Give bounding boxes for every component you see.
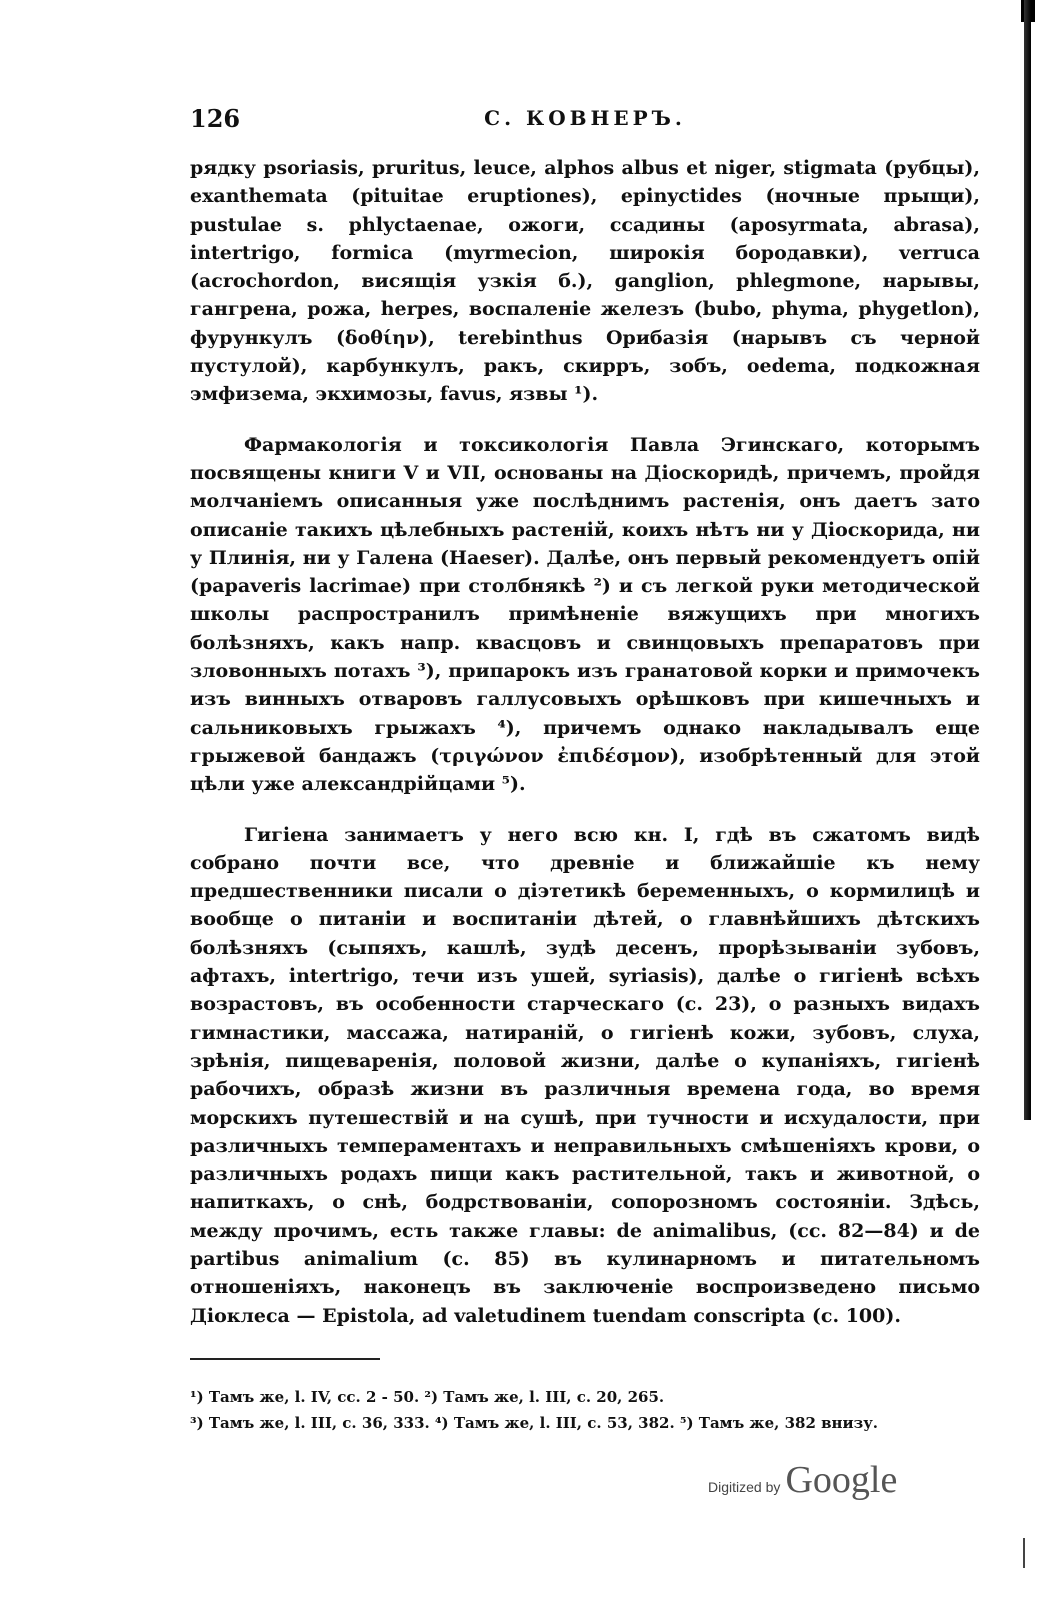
body-text xyxy=(190,154,980,1330)
google-logo: Google xyxy=(785,1459,898,1501)
digitized-watermark xyxy=(708,1458,897,1508)
running-title: С. КОВНЕРЪ. xyxy=(484,106,686,130)
footnote-rule xyxy=(190,1358,380,1360)
page-number: 126 xyxy=(190,104,241,133)
footnotes xyxy=(190,1384,980,1436)
footnote-line-1: ¹) Тамъ же, l. IV, сс. 2 - 50. ²) Тамъ же, l. III, с. 20, 265. xyxy=(190,1388,665,1406)
page-header xyxy=(190,104,980,138)
footnote-line-2: ³) Тамъ же, l. III, с. 36, 333. ⁴) Тамъ же, l. III, с. 53, 382. ⁵) Тамъ же, 382 внизу. xyxy=(190,1414,879,1432)
page-edge-mark xyxy=(1023,1538,1025,1568)
paragraph-1: рядку psoriasis, pruritus, leuce, alphos albus et niger, stigmata (рубцы), exanthemata (pituitae eruptiones), epinyctides (ночные прыщи), pustulae s. phlyctaenae, ожоги, ссадины (aposyrmata, abrasa), intertrigo, formica (myrmecion, широкія бородавки), verruca (acrochordon, висящія узкія б.), ganglion, phlegmone, нарывы, гангрена, рожа, herpes, воспаленіе железъ (bubo, phyma, phygetlon), фурункулъ (δοθίην), terebinthus Орибазія (нарывъ съ черной пустулой), карбункулъ, ракъ, скирръ, зобъ, oedema, подкожная эмфизема, экхимозы, favus, язвы ¹). xyxy=(190,157,980,406)
page-edge-shadow xyxy=(1024,0,1031,1120)
paragraph-2: Фармакологія и токсикологія Павла Эгинскаго, которымъ посвящены книги V и VII, основаны на Діоскоридѣ, причемъ, пройдя молчаніемъ описанныя уже послѣднимъ растенія, онъ даетъ зато описаніе такихъ цѣлебныхъ растеній, коихъ нѣтъ ни у Діоскорида, ни у Плинія, ни у Галена (Haeser). Далѣе, онъ первый рекомендуетъ опій (papaveris lacrimae) при столбнякѣ ²) и съ легкой руки методической школы распространилъ примѣненіе вяжущихъ при многихъ болѣзняхъ, какъ напр. квасцовъ и свинцовыхъ препаратовъ при зловонныхъ потахъ ³), припарокъ изъ гранатовой корки и примочекъ изъ винныхъ отваровъ галлусовыхъ орѣшковъ при кишечныхъ и сальниковыхъ грыжахъ ⁴), причемъ однако накладывалъ еще грыжевой бандажъ (τριγώνον ἐπιδέσμον), изобрѣтенный для этой цѣли уже александрійцами ⁵). xyxy=(190,433,980,796)
paragraph-3: Гигіена занимаетъ у него всю кн. I, гдѣ въ сжатомъ видѣ собрано почти все, что древніе и ближайшіе къ нему предшественники писали о діэтетикѣ беременныхъ, о кормилицѣ и вообще о питаніи и воспитаніи дѣтей, о главнѣйшихъ дѣтскихъ болѣзняхъ (сыпяхъ, кашлѣ, зудѣ десенъ, прорѣзываніи зубовъ, афтахъ, intertrigo, течи изъ ушей, syriasis), далѣе о гигіенѣ всѣхъ возрастовъ, въ особенности старческаго (с. 23), о разныхъ видахъ гимнастики, массажа, натираній, о гигіенѣ кожи, зубовъ, слуха, зрѣнія, пищеваренія, половой жизни, далѣе о купаніяхъ, гигіенѣ рабочихъ, образѣ жизни въ различныя времена года, во время морскихъ путешествій и на сушѣ, при тучности и исхудалости, при различныхъ темпераментахъ и неправильныхъ смѣшеніяхъ крови, о различныхъ родахъ пищи какъ растительной, такъ и животной, о напиткахъ, о снѣ, бодрствованіи, сопорозномъ состояніи. Здѣсь, между прочимъ, есть также главы: de animalibus, (сс. 82—84) и de partibus animalium (с. 85) въ кулинарномъ и питательномъ отношеніяхъ, наконецъ въ заключеніе воспроизведено письмо Діоклеса — Epistola, ad valetudinem tuendam conscripta (с. 100). xyxy=(190,823,980,1327)
watermark-prefix: Digitized by xyxy=(708,1479,781,1495)
